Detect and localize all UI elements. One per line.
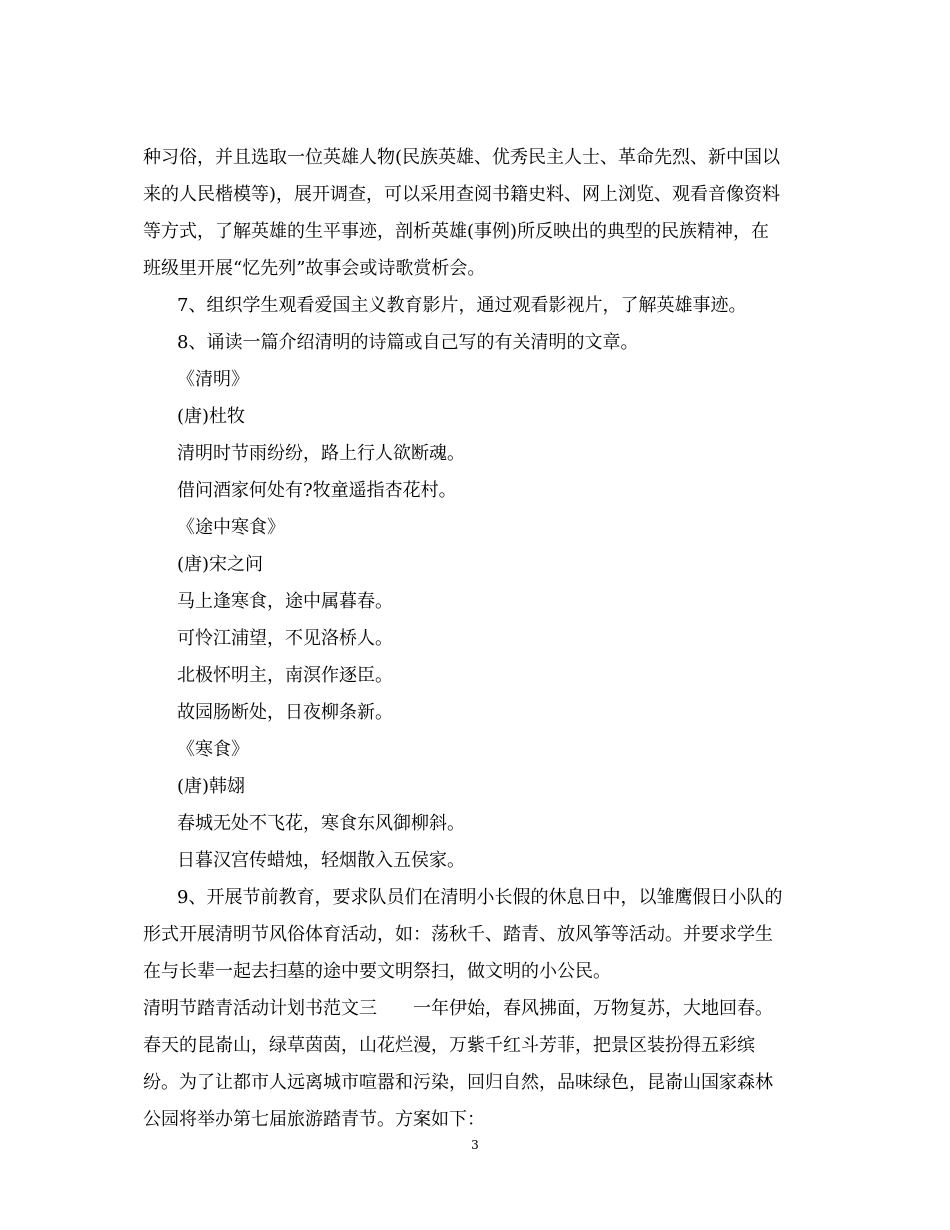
paragraph-line: 纷。为了让都市人远离城市喧嚣和污染，回归自然，品味绿色，昆嵛山国家森林 — [143, 1072, 773, 1093]
poem-title: 《途中寒食》 — [177, 517, 285, 538]
poem-line: 故园肠断处，日夜柳条新。 — [177, 702, 393, 723]
poem-author: (唐)宋之问 — [177, 554, 264, 575]
list-item-8: 8、诵读一篇介绍清明的诗篇或自己写的有关清明的文章。 — [177, 332, 639, 353]
section-heading-line: 清明节踏青活动计划书范文三 一年伊始，春风拂面，万物复苏，大地回春。 — [143, 998, 773, 1019]
poem-line: 北极怀明主，南溟作逐臣。 — [177, 665, 393, 686]
poem-line: 清明时节雨纷纷，路上行人欲断魂。 — [177, 443, 465, 464]
poem-line: 日暮汉宫传蜡烛，轻烟散入五侯家。 — [177, 850, 465, 871]
poem-line: 春城无处不飞花，寒食东风御柳斜。 — [177, 813, 465, 834]
paragraph-line: 在与长辈一起去扫墓的途中要文明祭扫，做文明的小公民。 — [143, 961, 611, 982]
poem-line: 马上逢寒食，途中属暮春。 — [177, 591, 393, 612]
paragraph-line: 春天的昆嵛山，绿草茵茵，山花烂漫，万紫千红斗芳菲，把景区装扮得五彩缤 — [143, 1035, 755, 1056]
poem-title: 《清明》 — [177, 369, 249, 390]
page-number: 3 — [471, 1138, 479, 1152]
poem-author: (唐)韩翃 — [177, 776, 246, 797]
paragraph-line: 班级里开展“忆先列”故事会或诗歌赏析会。 — [143, 258, 486, 279]
paragraph-line: 来的人民楷模等)，展开调查，可以采用查阅书籍史料、网上浏览、观看音像资料 — [143, 184, 781, 205]
paragraph-line: 种习俗，并且选取一位英雄人物(民族英雄、优秀民主人士、革命先烈、新中国以 — [143, 147, 781, 168]
poem-author: (唐)杜牧 — [177, 406, 246, 427]
list-item-7: 7、组织学生观看爱国主义教育影片，通过观看影视片，了解英雄事迹。 — [177, 295, 747, 316]
paragraph-line: 等方式，了解英雄的生平事迹，剖析英雄(事例)所反映出的典型的民族精神，在 — [143, 221, 770, 242]
poem-title: 《寒食》 — [177, 739, 249, 760]
paragraph-line: 形式开展清明节风俗体育活动，如：荡秋千、踏青、放风筝等活动。并要求学生 — [143, 924, 773, 945]
poem-line: 可怜江浦望，不见洛桥人。 — [177, 628, 393, 649]
paragraph-line: 公园将举办第七届旅游踏青节。方案如下： — [143, 1109, 485, 1130]
list-item-9: 9、开展节前教育，要求队员们在清明小长假的休息日中，以雏鹰假日小队的 — [177, 887, 783, 908]
poem-line: 借问酒家何处有?牧童遥指杏花村。 — [177, 480, 457, 501]
